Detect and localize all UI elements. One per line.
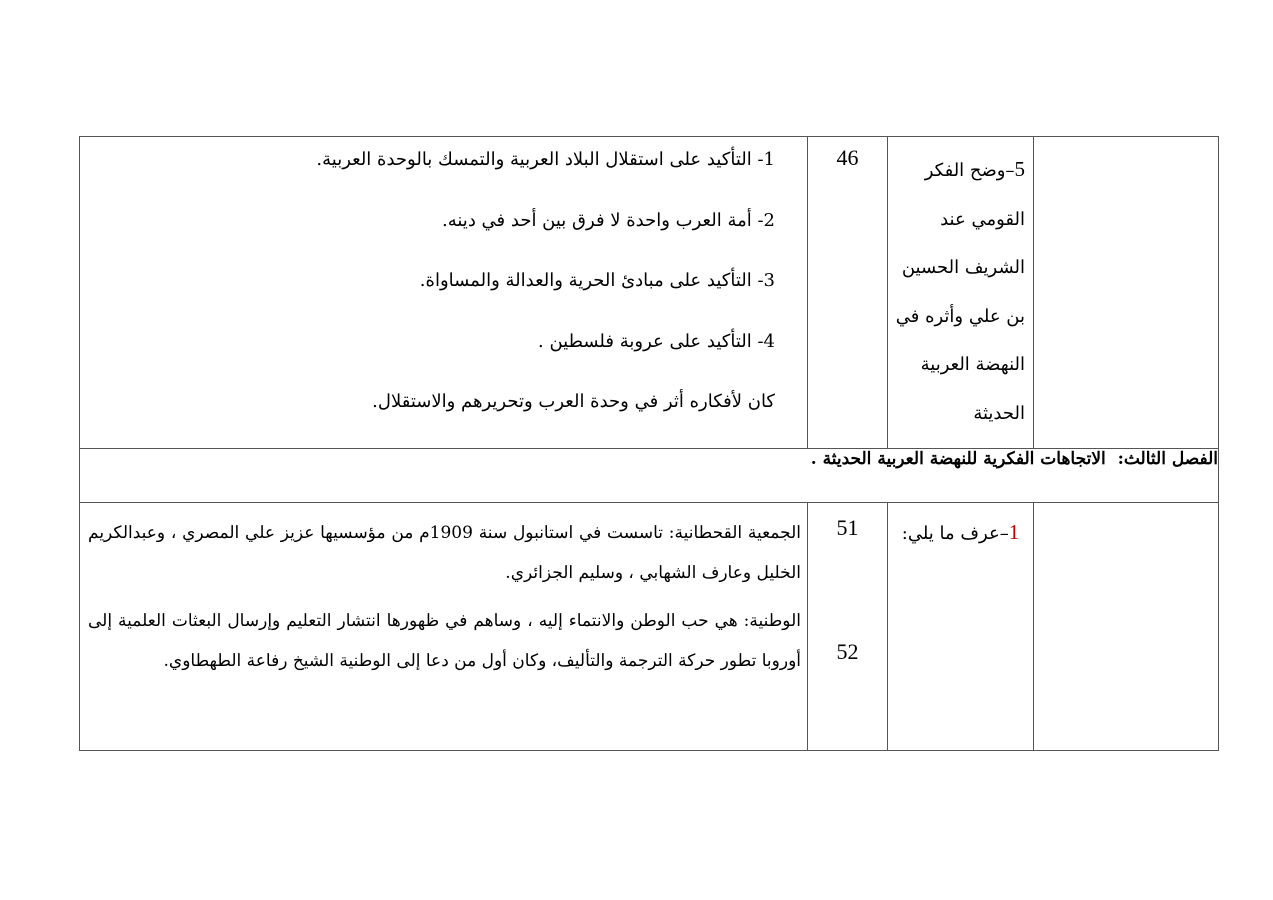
page-cell [808,137,888,449]
answer-paragraph: الوطنية: هي حب الوطن والانتماء إليه ، وساهم في ظهورها انتشار التعليم وإرسال البعثات العلمية إلى أوروبا تطور حركة الترجمة والتأليف، وكان أول من دعا إلى الوطنية الشيخ رفاعة الطهطاوي. [88,610,801,671]
answer-line: 2- أمة العرب واحدة لا فرق بين أحد في دينه. [442,209,775,231]
answer-line: 4- التأكيد على عروبة فلسطين . [538,330,775,352]
question-text [888,503,1033,555]
empty-cell [1034,502,1219,750]
question-label: –عرف ما يلي: [901,522,1009,544]
page-number: 51 [836,514,859,540]
page-number: 52 [836,638,859,664]
empty-cell [1034,137,1219,449]
question-number: 1 [1008,519,1020,544]
answer-line: 1- التأكيد على استقلال البلاد العربية والتمسك بالوحدة العربية. [316,149,775,170]
chapter-label: الفصل الثالث: [1117,448,1218,469]
question-label: –وضح الفكر القومي عند الشريف الحسين بن علي وأثره في النهضة العربية الحديثة [895,160,1025,424]
question-cell [888,137,1034,449]
chapter-heading [80,448,1219,502]
page-cell [808,502,888,750]
answer-paragraph: الجمعية القحطانية: تاسست في استانبول سنة 1909م من مؤسسيها عزيز علي المصري ، وعبدالكريم الخليل وعارف الشهابي ، وسليم الجزائري. [88,522,802,583]
answer-cell [80,137,808,449]
table-row [80,137,1219,449]
answer-cell [80,502,808,750]
question-number: 5 [1014,157,1025,181]
table-row [80,448,1219,502]
answer-line: كان لأفكاره أثر في وحدة العرب وتحريرهم والاستقلال. [372,391,775,412]
question-cell [888,502,1034,750]
chapter-title: الاتجاهات الفكرية للنهضة العربية الحديثة . [810,448,1106,469]
answers-table [79,136,1219,751]
page-number: 46 [836,145,859,170]
table-row [80,502,1219,750]
answer-line: 3- التأكيد على مبادئ الحرية والعدالة والمساواة. [419,270,775,291]
question-text [888,137,1033,438]
